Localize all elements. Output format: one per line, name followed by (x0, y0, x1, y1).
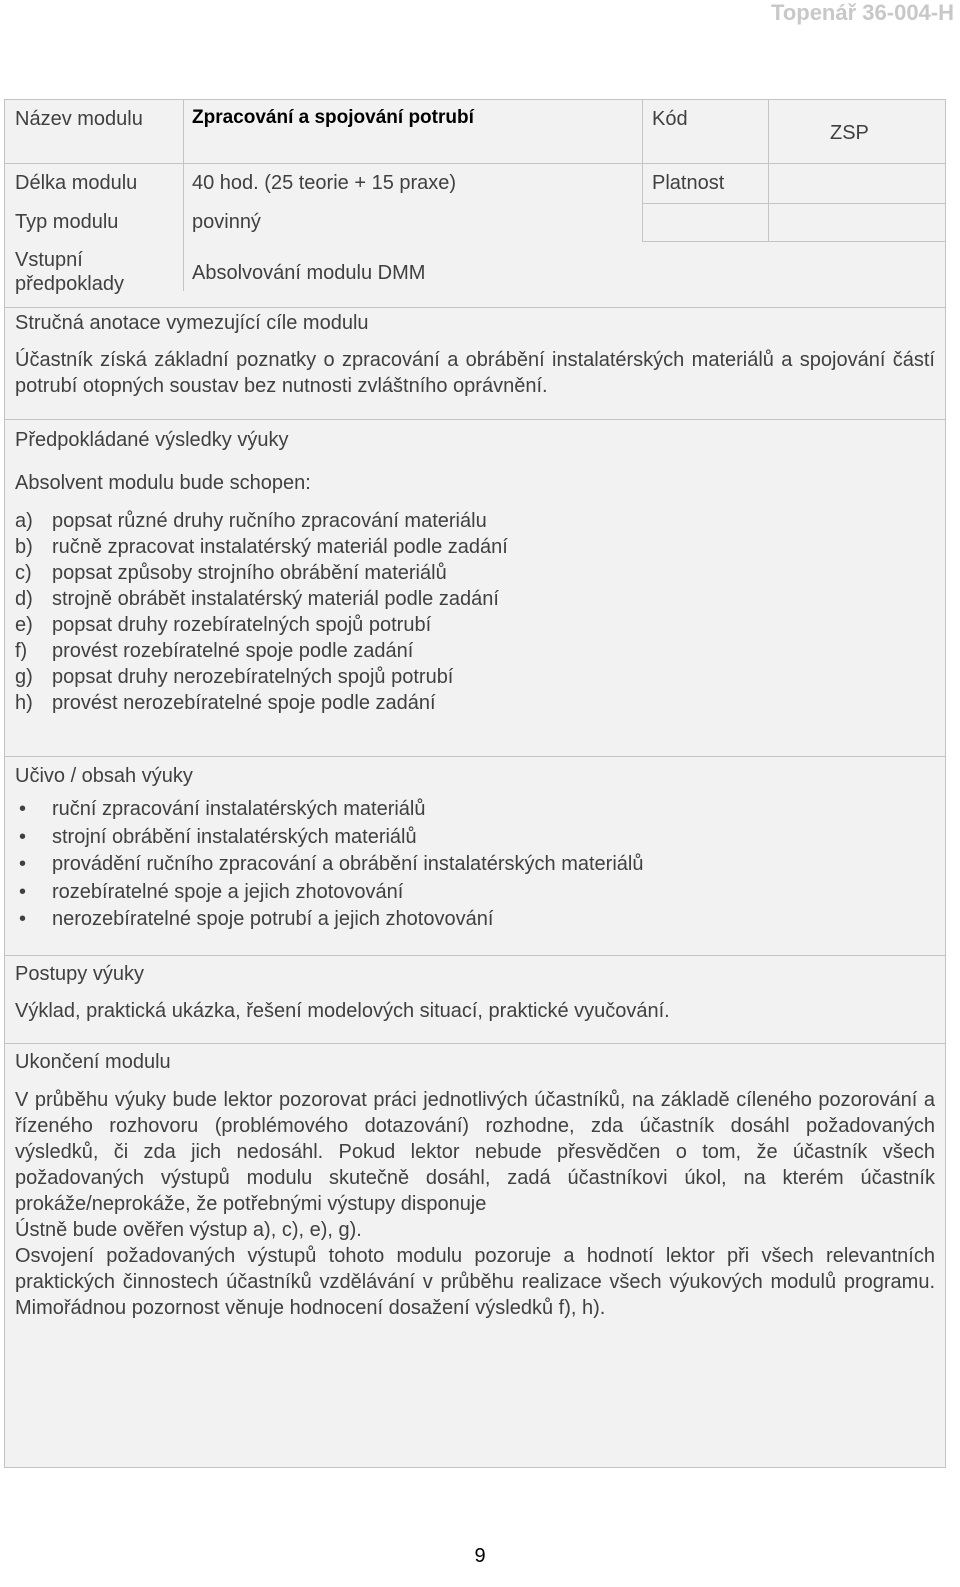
list-item: • provádění ručního zpracování a obrábění instalatérských materiálů (15, 851, 935, 879)
content-section (5, 756, 945, 955)
module-info-table (5, 100, 945, 307)
content-list (15, 796, 935, 934)
bullet-icon: • (19, 825, 27, 848)
bullet-icon: • (19, 798, 27, 820)
annotation-section (5, 307, 945, 419)
list-item: h) provést nerozebíratelné spoje podle zadání (15, 692, 436, 714)
module-name-label: Název modulu (15, 108, 143, 130)
completion-paragraph-1: V průběhu výuky bude lektor pozorovat práci jednotlivých účastníků, na základě cíleného pozorování a řízeného rozhovoru (problémového dotazování) rozhodne, zda účastník dosáhl požadovaných výsledků, či zda jich nedosáhl. Pokud lektor nebude přesvědčen o tom, že účastník všech požadovaných výstupů modulu skutečně dosáhl, zadá účastníkovi úkol, na kterém účastník prokáže/neprokáže, že potřebnými výstupy disponuje (15, 1089, 935, 1215)
bullet-icon: • (19, 853, 27, 875)
list-item: e) popsat druhy rozebíratelných spojů potrubí (15, 614, 432, 636)
completion-paragraph-2: Ústně bude ověřen výstup a), c), e), g). (15, 1219, 362, 1241)
list-item: c) popsat způsoby strojního obrábění materiálů (15, 562, 447, 584)
procedures-title: Postupy výuky (15, 963, 144, 985)
outcomes-list (15, 508, 935, 716)
list-item: • rozebíratelné spoje a jejich zhotovování (15, 879, 935, 907)
outcomes-intro: Absolvent modulu bude schopen: (15, 472, 311, 494)
module-validity-label: Platnost (652, 172, 725, 194)
content-title: Učivo / obsah výuky (15, 765, 193, 787)
completion-title: Ukončení modulu (15, 1051, 171, 1073)
annotation-title: Stručná anotace vymezující cíle modulu (15, 312, 369, 334)
list-item: g) popsat druhy nerozebíratelných spojů potrubí (15, 666, 454, 688)
module-name-value: Zpracování a spojování potrubí (192, 107, 474, 128)
list-item: • strojní obrábění instalatérských materiálů (15, 824, 935, 852)
document-header-code: Topenář 36-004-H (771, 0, 954, 25)
module-type-value: povinný (192, 211, 261, 233)
list-item: a) popsat různé druhy ručního zpracování materiálu (15, 510, 487, 532)
bullet-icon: • (19, 880, 27, 903)
completion-paragraph-3: Osvojení požadovaných výstupů tohoto modulu pozoruje a hodnotí lektor při všech relevantních praktických činnostech účastníků vzdělávání v průběhu realizace všech výukových modulů programu. Mimořádnou pozornost věnuje hodnocení dosažení výsledků f), h). (15, 1245, 935, 1319)
module-type-label: Typ modulu (15, 211, 119, 233)
list-item: b) ručně zpracovat instalatérský materiál podle zadání (15, 536, 508, 558)
procedures-text: Výklad, praktická ukázka, řešení modelových situací, praktické vyučování. (15, 1000, 670, 1022)
page-number: 9 (474, 1545, 486, 1567)
outcomes-title: Předpokládané výsledky výuky (15, 429, 289, 451)
bullet-icon: • (19, 908, 27, 930)
module-code-value: ZSP (830, 122, 869, 144)
outcomes-section (5, 419, 945, 756)
list-item: f) provést rozebíratelné spoje podle zadání (15, 640, 414, 662)
module-prereq-value: Absolvování modulu DMM (192, 262, 426, 284)
procedures-section (5, 955, 945, 1043)
module-code-label: Kód (652, 108, 688, 130)
module-length-value: 40 hod. (25 teorie + 15 praxe) (192, 172, 457, 194)
module-prereq-label: Vstupní předpoklady (15, 249, 124, 295)
module-length-label: Délka modulu (15, 172, 138, 194)
list-item: • ruční zpracování instalatérských materiálů (15, 796, 935, 824)
list-item: • nerozebíratelné spoje potrubí a jejich zhotovování (15, 906, 935, 934)
list-item: d) strojně obrábět instalatérský materiál podle zadání (15, 588, 499, 610)
completion-section (5, 1043, 945, 1467)
annotation-text: Účastník získá základní poznatky o zpracování a obrábění instalatérských materiálů a spojování částí potrubí otopných soustav bez nutnosti zvláštního oprávnění. (15, 349, 935, 397)
module-sheet (4, 99, 946, 1468)
